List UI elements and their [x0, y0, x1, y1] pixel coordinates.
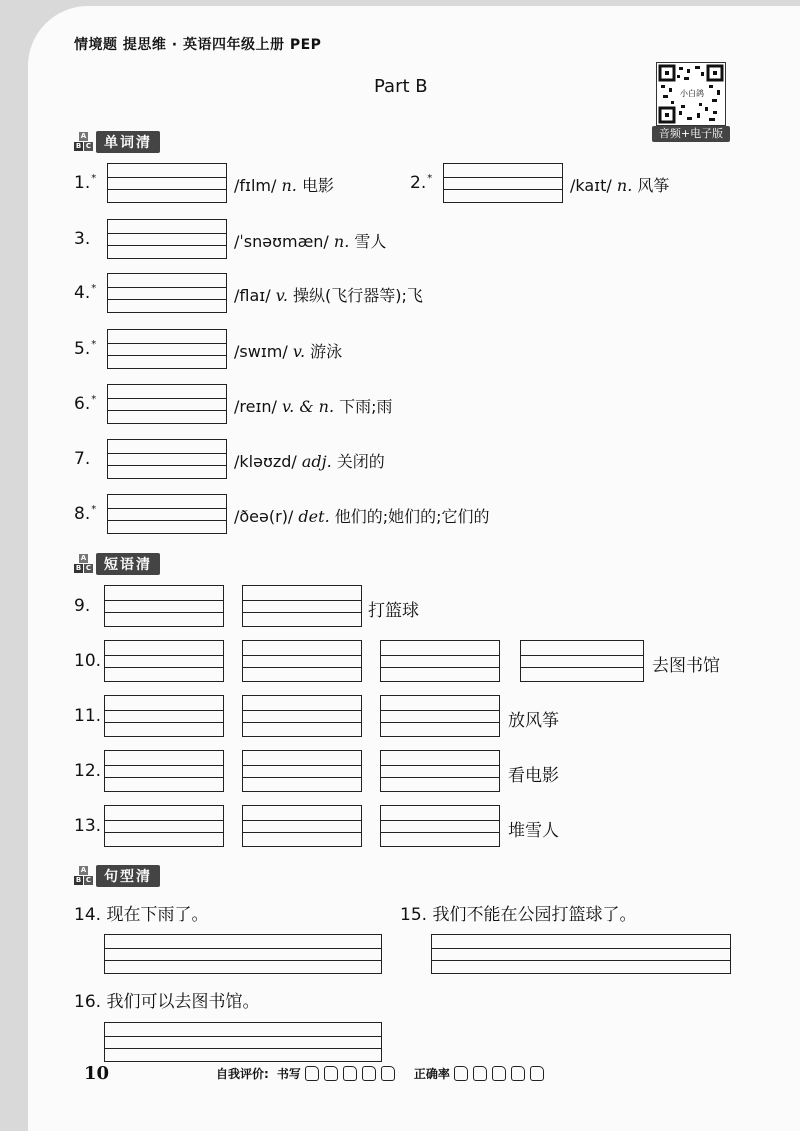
word-definition [234, 449, 385, 472]
phonetic: /swɪm/ [234, 342, 288, 361]
phrase-meaning: 放风筝 [508, 711, 559, 731]
thumbs-up-icon[interactable] [362, 1066, 376, 1081]
word-definition [234, 339, 342, 362]
answer-box[interactable] [104, 640, 224, 682]
qr-center-label: 小白鸽 [680, 89, 704, 98]
meaning: 电影 [301, 176, 334, 195]
sentence-answer-box[interactable] [104, 1022, 382, 1062]
thumbs-up-icon[interactable] [381, 1066, 395, 1081]
phrase-meaning: 堆雪人 [508, 821, 559, 841]
section-header-sentences [74, 865, 160, 887]
answer-box[interactable] [107, 439, 227, 479]
answer-box[interactable] [107, 273, 227, 313]
star-mark: * [91, 173, 97, 184]
phonetic: /fɪlm/ [234, 176, 277, 195]
phrase-number: 11. [74, 706, 102, 726]
part-of-speech: v. [275, 286, 288, 305]
part-of-speech: n. [616, 176, 633, 195]
phonetic: /ðeə(r)/ [234, 507, 294, 526]
word-number: 5.* [74, 339, 97, 359]
part-of-speech: v. & n. [282, 397, 335, 416]
abc-blocks-icon: A B C [75, 132, 92, 150]
answer-box[interactable] [242, 585, 362, 627]
sentence-prompt-15: 15. 我们不能在公园打篮球了。 [400, 905, 637, 925]
thumbs-up-icon[interactable] [324, 1066, 338, 1081]
answer-box[interactable] [104, 750, 224, 792]
answer-box[interactable] [380, 805, 500, 847]
word-number: 3. [74, 229, 91, 249]
section-label-phrases: 短语清 [96, 553, 160, 575]
sentence-answer-box[interactable] [431, 934, 731, 974]
star-mark: * [91, 339, 97, 350]
abc-blocks-icon: A B C [75, 554, 92, 572]
answer-box[interactable] [107, 329, 227, 369]
phonetic: /ˈsnəʊmæn/ [234, 232, 329, 251]
answer-box[interactable] [380, 750, 500, 792]
word-number: 1.* [74, 173, 97, 193]
meaning: 下雨;雨 [339, 397, 393, 416]
thumbs-up-icon[interactable] [305, 1066, 319, 1081]
star-mark: * [91, 283, 97, 294]
word-definition [234, 173, 334, 196]
answer-box[interactable] [107, 494, 227, 534]
self-evaluation [216, 1065, 549, 1082]
thumbs-up-icon[interactable] [492, 1066, 506, 1081]
meaning: 操纵(飞行器等);飞 [293, 286, 423, 305]
section-label-sentences: 句型清 [96, 865, 160, 887]
answer-box[interactable] [242, 695, 362, 737]
answer-box[interactable] [242, 805, 362, 847]
sentence-prompt-14: 14. 现在下雨了。 [74, 905, 209, 925]
answer-box[interactable] [104, 585, 224, 627]
thumbs-up-icon[interactable] [511, 1066, 525, 1081]
sentence-answer-box[interactable] [104, 934, 382, 974]
phonetic: /reɪn/ [234, 397, 277, 416]
thumbs-up-icon[interactable] [454, 1066, 468, 1081]
meaning: 游泳 [310, 342, 343, 361]
word-number: 2.* [410, 173, 433, 193]
answer-box[interactable] [107, 163, 227, 203]
phonetic: /kləʊzd/ [234, 452, 297, 471]
answer-box[interactable] [443, 163, 563, 203]
thumbs-up-icon[interactable] [343, 1066, 357, 1081]
meaning: 雪人 [354, 232, 387, 251]
phrase-meaning: 看电影 [508, 766, 559, 786]
phrase-number: 9. [74, 596, 91, 616]
answer-box[interactable] [520, 640, 644, 682]
word-definition [234, 504, 490, 527]
writing-label: 书写 [276, 1067, 301, 1081]
accuracy-label: 正确率 [413, 1067, 450, 1081]
word-number: 7. [74, 449, 91, 469]
qr-code-icon [656, 62, 726, 126]
word-definition [234, 283, 423, 306]
star-mark: * [427, 173, 433, 184]
qr-caption: 音频+电子版 [652, 126, 730, 142]
part-title: Part B [374, 76, 428, 97]
sentence-prompt-16: 16. 我们可以去图书馆。 [74, 992, 260, 1012]
page-number: 10 [84, 1063, 110, 1084]
word-definition [570, 173, 669, 196]
answer-box[interactable] [107, 219, 227, 259]
thumbs-up-icon[interactable] [473, 1066, 487, 1081]
meaning: 关闭的 [336, 452, 385, 471]
thumbs-up-icon[interactable] [530, 1066, 544, 1081]
answer-box[interactable] [107, 384, 227, 424]
answer-box[interactable] [242, 750, 362, 792]
part-of-speech: n. [333, 232, 350, 251]
answer-box[interactable] [242, 640, 362, 682]
abc-blocks-icon: A B C [75, 866, 92, 884]
word-definition [234, 394, 393, 417]
part-of-speech: n. [281, 176, 297, 195]
section-label-words: 单词清 [96, 131, 160, 153]
word-number: 4.* [74, 283, 97, 303]
self-eval-label: 自我评价: [216, 1067, 269, 1081]
star-mark: * [91, 504, 97, 515]
phrase-meaning: 去图书馆 [652, 656, 720, 676]
part-of-speech: v. [292, 342, 306, 361]
word-number: 6.* [74, 394, 97, 414]
section-header-phrases [74, 553, 160, 575]
star-mark: * [91, 394, 97, 405]
answer-box[interactable] [380, 640, 500, 682]
phonetic: /flaɪ/ [234, 286, 271, 305]
phrase-meaning: 打篮球 [368, 601, 419, 621]
word-number: 8.* [74, 504, 97, 524]
phrase-number: 10. [74, 651, 102, 671]
meaning: 风筝 [637, 176, 670, 195]
part-of-speech: adj. [301, 452, 332, 471]
meaning: 他们的;她们的;它们的 [334, 507, 490, 526]
book-title: 情境题 提思维 · 英语四年级上册 PEP [74, 37, 322, 53]
word-definition [234, 229, 386, 252]
phrase-number: 13. [74, 816, 102, 836]
answer-box[interactable] [104, 695, 224, 737]
phrase-number: 12. [74, 761, 102, 781]
part-of-speech: det. [298, 507, 330, 526]
section-header-words [74, 131, 160, 153]
answer-box[interactable] [104, 805, 224, 847]
answer-box[interactable] [380, 695, 500, 737]
phonetic: /kaɪt/ [570, 176, 612, 195]
